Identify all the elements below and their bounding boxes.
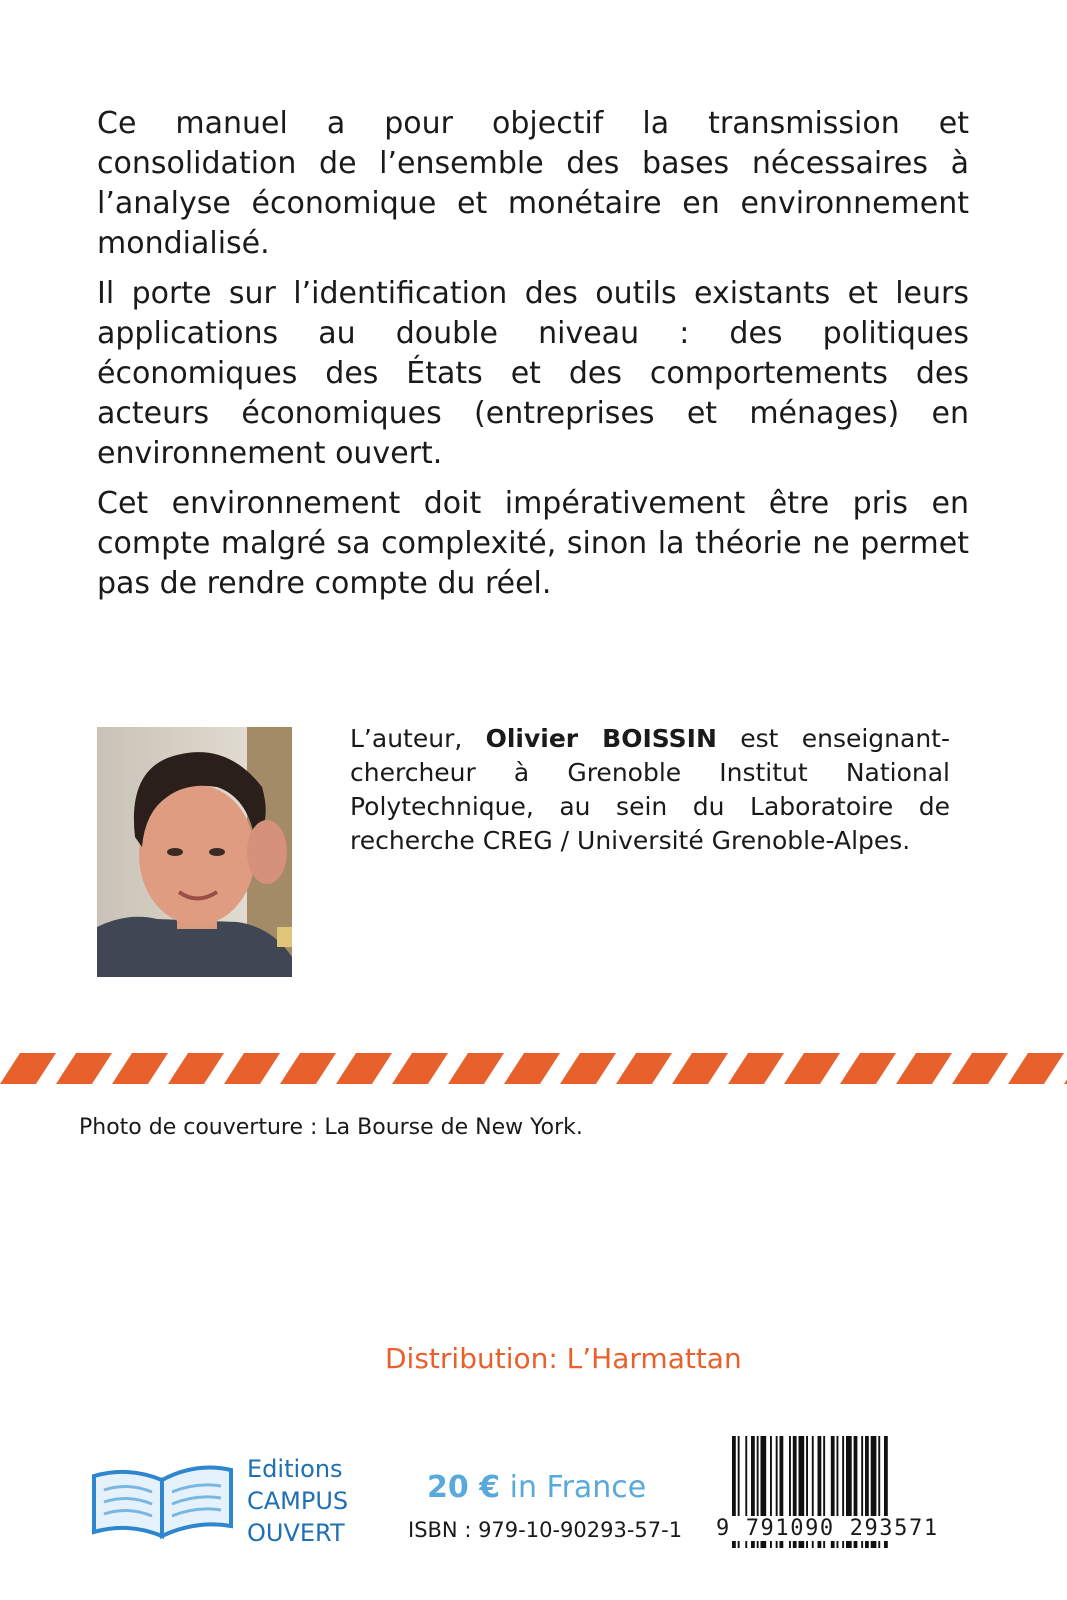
blurb-paragraph-3: Cet environnement doit impérativement être pris en compte malgré sa complexité, sinon la théorie ne permet pas de rendre compte du réel. xyxy=(97,486,969,601)
distribution-label: Distribution: L’Harmattan xyxy=(385,1342,742,1375)
author-bio-prefix: L’auteur, xyxy=(350,724,486,753)
price-label xyxy=(427,1470,646,1505)
publisher-line-1: Editions xyxy=(247,1455,343,1483)
author-name: Olivier BOISSIN xyxy=(485,724,717,753)
price-amount: 20 € xyxy=(427,1470,501,1505)
author-bio xyxy=(350,722,950,858)
isbn-label: ISBN : 979-10-90293-57-1 xyxy=(408,1518,683,1542)
orange-stripe-band xyxy=(0,1053,1067,1084)
publisher-line-3: OUVERT xyxy=(247,1519,345,1547)
author-bio-text: est enseignant-chercheur à Grenoble Institut National Polytechnique, au sein du Laboratoire de recherche CREG / Université Grenoble-Alpes. xyxy=(350,724,950,855)
back-cover-blurb xyxy=(97,104,969,614)
barcode-digits: 9 791090 293571 xyxy=(716,1516,939,1541)
blurb-paragraph-2: Il porte sur l’identification des outils existants et leurs applications au double niveau : des politiques économiques des États et des comportements des acteurs économiques (entreprises et ménages) en environnement ouvert. xyxy=(97,276,969,471)
author-photo xyxy=(97,727,292,977)
cover-photo-credit: Photo de couverture : La Bourse de New York. xyxy=(79,1115,583,1140)
publisher-line-2: CAMPUS xyxy=(247,1487,349,1515)
price-suffix: in France xyxy=(500,1470,647,1505)
publisher-name xyxy=(247,1453,348,1549)
blurb-paragraph-1: Ce manuel a pour objectif la transmission et consolidation de l’ensemble des bases nécessaires à l’analyse économique et monétaire en environnement mondialisé. xyxy=(97,106,969,261)
open-book-icon xyxy=(90,1462,235,1540)
